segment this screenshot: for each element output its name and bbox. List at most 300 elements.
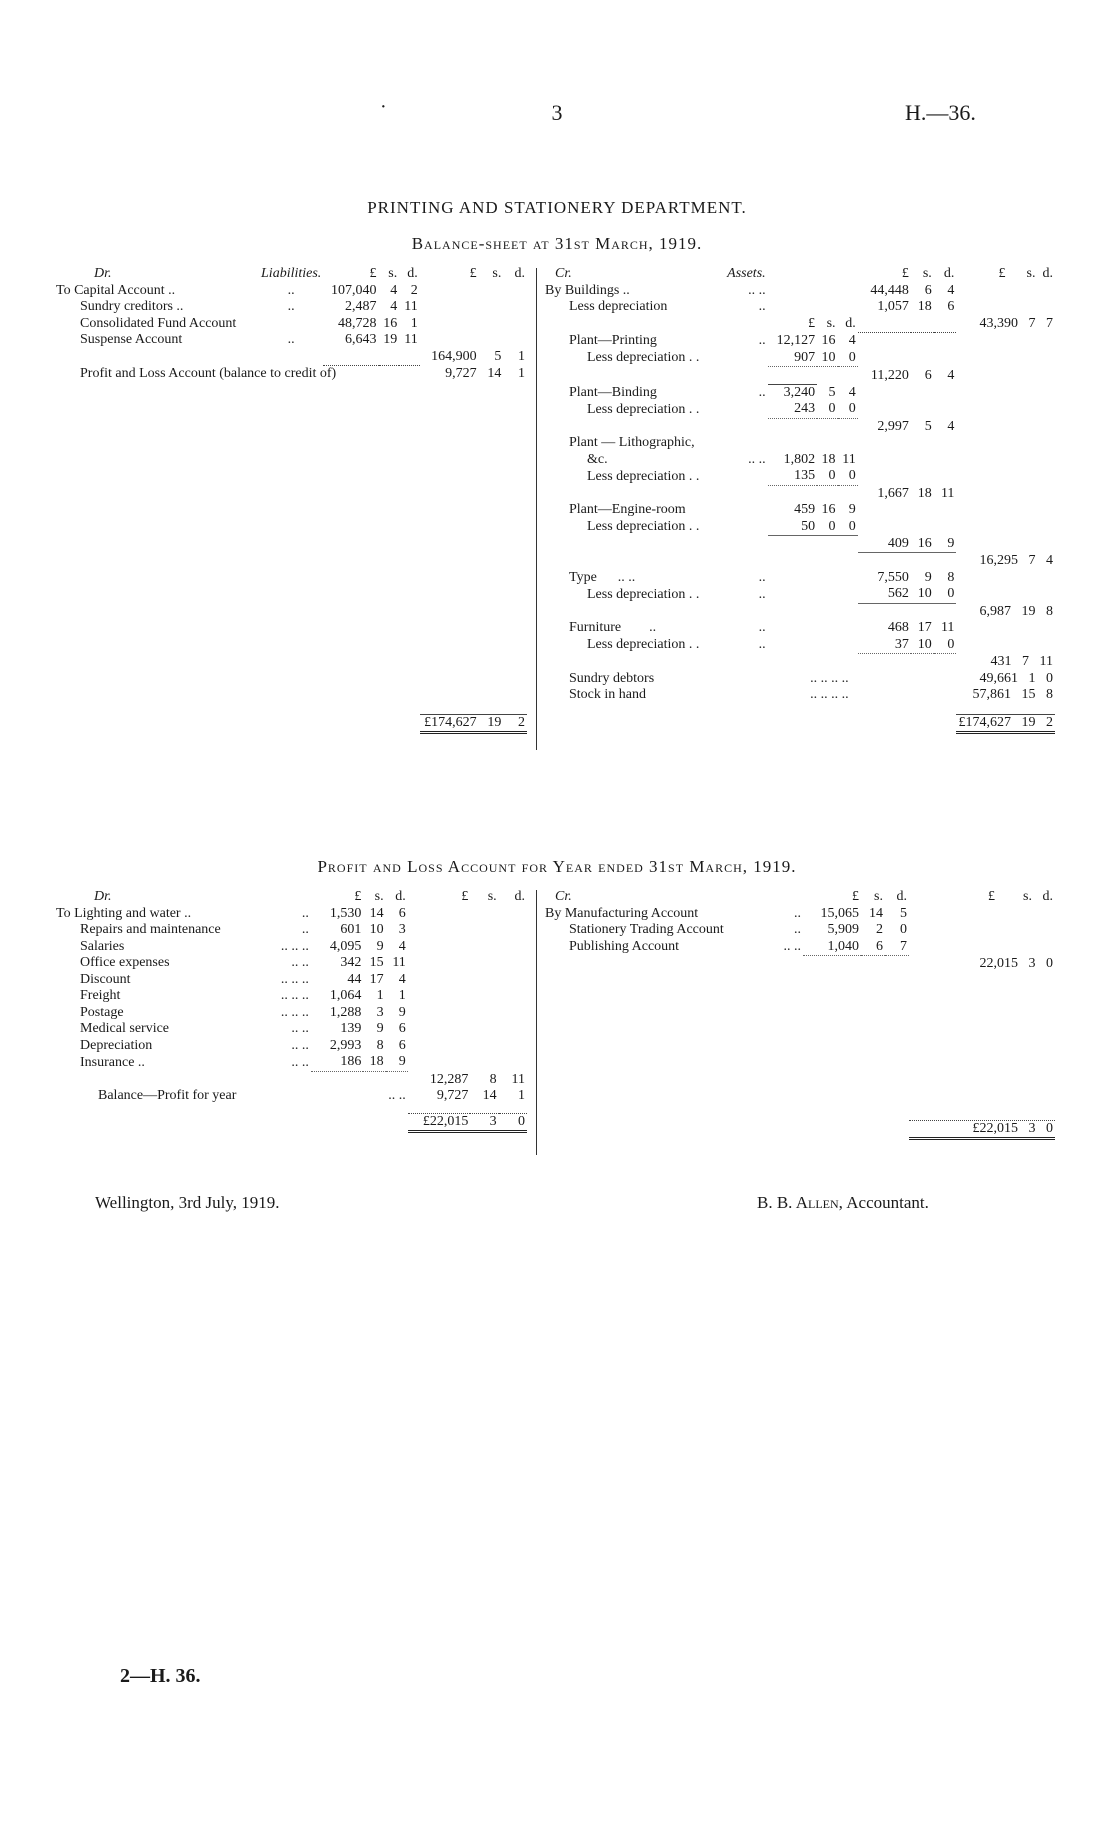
row-label: Sundry creditors .. — [80, 299, 184, 314]
col-pence: d. — [407, 266, 418, 281]
table-row — [543, 367, 1055, 385]
table-row — [54, 316, 527, 333]
amount-shillings: 1 — [376, 988, 384, 1003]
table-row — [543, 570, 1055, 587]
amount-pounds: 468 — [887, 620, 909, 635]
row-label: Office expenses — [80, 955, 170, 970]
balance-sheet-title: Balance-sheet at 31st March, 1919. — [411, 234, 703, 253]
col-pence: d. — [514, 889, 525, 904]
amount-shillings: 6 — [924, 282, 932, 298]
assets-heading: Assets. — [727, 266, 766, 281]
row-label: Furniture — [569, 620, 622, 635]
row-label: To Lighting and water .. — [56, 905, 192, 921]
row-label-with-dots — [543, 620, 702, 637]
table-row — [543, 620, 1055, 637]
amount-pence: 0 — [947, 636, 955, 652]
table-row — [54, 1038, 527, 1055]
col-pounds: £ — [469, 266, 477, 281]
amount-pence: 4 — [848, 384, 856, 400]
amount-sundry-debtors — [956, 671, 1055, 688]
amount-shillings: 18 — [821, 451, 836, 467]
amount-pounds: 1,530 — [329, 905, 362, 921]
amount-pounds: 6,643 — [345, 332, 377, 347]
amount-shillings: 10 — [917, 636, 932, 652]
amount-pounds: 139 — [340, 1021, 362, 1036]
amount-pence: 11 — [404, 332, 418, 347]
assets-table — [543, 266, 1055, 734]
amount-pence: 6 — [398, 1037, 406, 1053]
amount-pounds: 2,487 — [345, 299, 377, 314]
amount-shillings: 14 — [487, 366, 502, 381]
row-label: Insurance .. — [80, 1054, 145, 1070]
leader-dots: .. .. — [291, 1037, 309, 1053]
row-label: Type — [569, 569, 597, 585]
row-label: Less depreciation . . — [587, 401, 700, 417]
total-shillings: 3 — [1028, 1120, 1036, 1136]
leader-dots: .. .. — [783, 939, 801, 954]
amount-pence: 0 — [848, 468, 856, 483]
leader-dots: .. — [758, 620, 766, 635]
table-row — [543, 350, 1055, 367]
balance-row — [54, 1088, 527, 1105]
amount-pence: 6 — [398, 905, 406, 921]
amount-pence: 11 — [404, 299, 418, 314]
table-row — [543, 536, 1055, 553]
col-pounds: £ — [998, 266, 1006, 281]
row-label: Less depreciation — [569, 299, 668, 314]
row-label: Stationery Trading Account — [569, 922, 724, 937]
total-shillings: 3 — [470, 1113, 498, 1132]
amount-pounds: 44 — [347, 971, 362, 987]
table-row — [543, 316, 1055, 333]
col-pounds-shillings-pence — [909, 889, 1055, 906]
amount-pounds: 107,040 — [331, 282, 377, 298]
subtotal-row — [54, 349, 527, 366]
amount-pounds: 5,909 — [827, 922, 859, 937]
col-pounds: £ — [852, 889, 859, 904]
col-pence: d. — [514, 266, 525, 281]
col-shillings: s. — [874, 889, 883, 904]
amount-pence: 8 — [1046, 687, 1053, 702]
amount-pence: 2 — [410, 282, 418, 298]
col-pence: d. — [1042, 889, 1053, 904]
amount-shillings: 3 — [376, 1004, 384, 1020]
subtotal-pounds: 12,287 — [429, 1071, 469, 1087]
table-row — [543, 384, 1055, 401]
amount-pounds: 37 — [894, 636, 909, 652]
total-row — [543, 1120, 1055, 1139]
row-label: Medical service — [80, 1021, 170, 1036]
leader-dots: .. .. — [291, 1054, 309, 1070]
amount-shillings: 2 — [876, 922, 883, 937]
amount-shillings: 9 — [924, 569, 932, 585]
row-label: Less depreciation . . — [587, 350, 700, 365]
col-shillings: s. — [374, 889, 384, 904]
row-label: Less depreciation . . — [587, 519, 700, 534]
leader-dots: .. — [287, 332, 295, 347]
amount-pence: 4 — [947, 418, 955, 434]
total-shillings: 19 — [1021, 714, 1036, 730]
profit-loss-debit-table — [54, 889, 527, 1133]
amount-pounds: 1,040 — [827, 938, 859, 954]
amount-shillings: 17 — [369, 971, 384, 987]
table-row — [543, 586, 1055, 603]
amount-pence: 7 — [1046, 316, 1053, 331]
row-label-with-dots — [543, 570, 702, 587]
amount-pounds: 7,550 — [877, 569, 909, 585]
amount-pounds: 43,390 — [979, 316, 1018, 331]
place-date: Wellington, 3rd July, 1919. — [95, 1193, 280, 1212]
amount-pence: 4 — [848, 333, 856, 348]
col-pence: d. — [395, 889, 406, 904]
amount-pence: 9 — [398, 1054, 406, 1069]
total-pence: 2 — [1046, 714, 1053, 730]
amount-shillings: 9 — [376, 938, 384, 954]
amount-pounds: 562 — [887, 586, 909, 601]
assets-total — [956, 714, 1055, 733]
col-pence: d. — [845, 316, 856, 331]
table-row — [543, 333, 1055, 350]
table-row — [54, 1054, 527, 1071]
amount-pounds: 907 — [794, 349, 816, 365]
table-row — [543, 502, 1055, 519]
subtotal-row — [54, 1071, 527, 1088]
amount-pounds: 601 — [340, 922, 362, 937]
row-label: Suspense Account — [80, 332, 183, 347]
table-row — [543, 435, 1055, 452]
column-divider — [536, 890, 537, 1155]
row-label: Plant — Lithographic, — [569, 435, 695, 450]
amount-pence: 4 — [398, 938, 406, 954]
amount-pence: 0 — [848, 349, 856, 365]
amount-pounds: 44,448 — [870, 282, 909, 298]
amount-pounds: 9,727 — [445, 366, 477, 381]
table-row — [54, 1021, 527, 1038]
leader-dots: .. .. — [291, 1021, 309, 1036]
col-pounds: £ — [808, 316, 816, 331]
page-number: 3 — [551, 100, 563, 125]
table-row — [543, 671, 1055, 688]
col-shillings: s. — [492, 266, 502, 281]
amount-shillings: 18 — [369, 1054, 384, 1069]
subtotal-row — [543, 956, 1055, 973]
leader-dots: .. .. — [388, 1088, 406, 1103]
leader-dots: .. .. .. — [280, 1004, 309, 1020]
amount-pounds: 409 — [887, 535, 909, 551]
leader-dots: .. — [287, 299, 295, 314]
amount-pounds: 57,861 — [972, 687, 1011, 702]
leader-dots: .. — [794, 905, 801, 921]
amount-pence: 1 — [398, 988, 406, 1003]
net-type — [956, 603, 1055, 620]
plant-total — [956, 553, 1055, 570]
net-furniture — [956, 654, 1055, 671]
subtotal-shillings: 8 — [489, 1071, 497, 1087]
leader-dots: .. .. — [291, 955, 309, 970]
amount-pence: 1 — [410, 315, 418, 331]
table-row — [543, 687, 1055, 704]
liabilities-table — [54, 266, 527, 734]
amount-pounds: 48,728 — [338, 315, 377, 331]
amount-shillings: 6 — [876, 938, 883, 954]
amount-shillings: 18 — [917, 485, 932, 501]
leader-dots: .. — [758, 384, 766, 400]
total-shillings: 19 — [479, 714, 504, 733]
pl-credit-header — [543, 889, 1055, 906]
row-label: Less depreciation . . — [587, 637, 700, 652]
amount-pence: 11 — [940, 485, 955, 501]
credit-total — [909, 1120, 1055, 1139]
amount-shillings: 4 — [390, 282, 398, 298]
row-label: &c. — [587, 451, 608, 467]
leader-dots: .. — [758, 569, 766, 585]
amount-pence: 11 — [842, 451, 856, 467]
amount-shillings: 16 — [917, 535, 932, 551]
amount-pence: 7 — [900, 938, 907, 954]
document-reference: H.—36. — [905, 100, 976, 125]
column-divider — [536, 268, 537, 750]
col-shillings: s. — [922, 266, 932, 281]
amount-shillings: 4 — [390, 299, 398, 314]
leader-dots: .. — [287, 282, 295, 298]
amount-shillings: 7 — [1028, 553, 1036, 568]
amount-pence: 0 — [848, 401, 856, 416]
amount-shillings: 15 — [369, 955, 384, 970]
amount-shillings: 15 — [1021, 687, 1036, 702]
dr-label: Dr. — [94, 266, 112, 281]
row-label: Salaries — [80, 938, 125, 954]
table-row — [543, 553, 1055, 570]
row-label: Consolidated Fund Account — [80, 315, 237, 331]
amount-pounds: 6,987 — [979, 603, 1011, 619]
table-row — [54, 988, 527, 1005]
amount-pounds: 12,127 — [776, 333, 816, 348]
subtotal-shillings: 3 — [1028, 956, 1036, 971]
table-row — [543, 485, 1055, 502]
sheet-reference: 2—H. 36. — [120, 1665, 201, 1687]
table-row — [54, 299, 527, 316]
amount-pence: 11 — [1039, 654, 1053, 669]
amount-shillings: 8 — [376, 1037, 384, 1053]
amount-shillings: 10 — [821, 349, 836, 365]
table-row — [543, 299, 1055, 316]
table-row — [54, 283, 527, 300]
subtotal-pence: 0 — [1046, 956, 1053, 971]
amount-pence: 11 — [392, 955, 406, 970]
col-pence: d. — [943, 266, 955, 281]
amount-pence: 4 — [947, 367, 955, 383]
row-label: Plant—Binding — [569, 384, 657, 400]
leader-dots: .. .. — [617, 569, 636, 585]
table-row — [54, 906, 527, 923]
amount-pence: 9 — [848, 502, 856, 517]
leader-dots: .. — [758, 333, 766, 348]
table-row — [543, 519, 1055, 536]
leader-dots: .. — [758, 586, 766, 602]
subtotal-shillings: 5 — [494, 349, 502, 364]
amount-pounds: 1,667 — [877, 485, 909, 501]
amount-pounds: 431 — [990, 654, 1012, 669]
amount-pence: 4 — [947, 282, 955, 298]
col-pounds: £ — [988, 889, 996, 904]
col-pence: d. — [1042, 266, 1053, 281]
amount-pounds: 15,065 — [820, 905, 859, 921]
amount-shillings: 7 — [1028, 316, 1036, 331]
amount-pounds: 50 — [801, 518, 816, 534]
credit-subtotal — [909, 956, 1055, 973]
col-pounds: £ — [461, 889, 469, 904]
amount-pounds: 4,095 — [329, 938, 362, 954]
table-row — [543, 939, 1055, 956]
amount-shillings: 14 — [369, 905, 384, 921]
amount-shillings: 14 — [869, 905, 883, 921]
amount-pounds: 243 — [794, 401, 816, 416]
amount-shillings: 6 — [924, 367, 932, 383]
amount-pounds: 16,295 — [979, 553, 1018, 568]
amount-shillings: 19 — [383, 332, 398, 347]
row-label: Less depreciation . . — [587, 468, 700, 484]
amount-pence: 8 — [1046, 603, 1053, 619]
amount-pence: 11 — [940, 620, 955, 635]
amount-shillings: 17 — [917, 620, 932, 635]
table-row — [543, 401, 1055, 418]
amount-stock — [956, 687, 1055, 704]
signature-line — [757, 1193, 929, 1213]
amount-shillings: 16 — [821, 502, 836, 517]
table-row — [54, 922, 527, 939]
table-row — [543, 922, 1055, 939]
leader-dots: .. .. .. — [280, 971, 309, 987]
pl-debit-header — [54, 889, 527, 906]
amount-pounds: 186 — [340, 1054, 362, 1069]
amount-pounds: 1,288 — [329, 1004, 362, 1020]
leader-dots: .. — [649, 620, 657, 635]
row-label: Plant—Engine-room — [569, 502, 686, 517]
amount-pence: 1 — [518, 1088, 525, 1103]
row-label: Balance—Profit for year — [98, 1088, 237, 1103]
row-label: Postage — [80, 1004, 124, 1020]
amount-pounds: 342 — [340, 955, 362, 970]
amount-pounds: 459 — [794, 502, 816, 517]
col-pounds: £ — [901, 266, 909, 281]
total-pounds: £174,627 — [420, 714, 479, 733]
amount-shillings: 10 — [369, 922, 384, 937]
amount-pence: 6 — [398, 1021, 406, 1036]
amount-pence: 0 — [900, 922, 907, 937]
amount-shillings: 7 — [1022, 654, 1030, 669]
profit-row — [54, 366, 527, 383]
amount-shillings: 9 — [376, 1021, 384, 1036]
amount-pence: 6 — [947, 299, 955, 314]
table-row — [543, 654, 1055, 671]
total-pence: 0 — [499, 1113, 527, 1132]
row-label: Sundry debtors — [569, 670, 655, 686]
liabilities-header-row — [54, 266, 527, 283]
table-row — [54, 972, 527, 989]
amount-pounds: 49,661 — [979, 670, 1018, 686]
amount-shillings: 0 — [828, 468, 836, 483]
row-label: To Capital Account .. — [56, 282, 176, 298]
amount-pounds: 3,240 — [783, 384, 816, 400]
net-buildings — [956, 316, 1055, 333]
amount-pence: 3 — [398, 922, 406, 937]
row-label: Stock in hand — [569, 687, 646, 702]
row-label: Less depreciation . . — [587, 586, 700, 602]
dr-label: Dr. — [94, 889, 112, 904]
table-row — [543, 906, 1055, 923]
col-pence: d. — [896, 889, 907, 904]
amount-pounds: 2,997 — [877, 418, 909, 434]
total-pence: 0 — [1046, 1120, 1053, 1136]
row-label: Freight — [80, 988, 121, 1003]
col-shillings: s. — [388, 266, 398, 281]
signatory-role: Accountant. — [846, 1193, 929, 1212]
leader-dots: .. .. — [748, 282, 766, 298]
amount-shillings: 0 — [828, 401, 836, 416]
amount-pounds: 2,993 — [329, 1037, 362, 1053]
amount-pence: 5 — [900, 905, 907, 921]
amount-shillings: 5 — [924, 418, 932, 434]
amount-shillings: 14 — [482, 1088, 497, 1103]
table-row — [543, 603, 1055, 620]
col-shillings: s. — [1023, 889, 1032, 904]
amount-pounds: 1,064 — [329, 988, 362, 1003]
amount-pence: 0 — [848, 518, 856, 534]
amount-pounds: 1,057 — [877, 299, 909, 314]
profit-loss-credit-table — [543, 889, 1055, 1140]
table-row — [543, 637, 1055, 654]
amount-pounds: 135 — [794, 468, 816, 483]
table-row — [54, 939, 527, 956]
amount-pence: 9 — [947, 535, 955, 551]
amount-pence: 0 — [1046, 670, 1053, 686]
amount-shillings: 16 — [821, 333, 836, 348]
row-label: Plant—Printing — [569, 333, 657, 348]
subtotal-pounds: 164,900 — [431, 349, 477, 364]
leader-dots: .. .. — [748, 451, 766, 467]
amount-pounds: 1,802 — [783, 451, 816, 467]
amount-shillings: 19 — [1021, 603, 1036, 619]
row-label: Repairs and maintenance — [80, 922, 221, 937]
subtotal-pence: 11 — [511, 1071, 525, 1087]
table-row — [54, 1005, 527, 1022]
cr-label: Cr. — [555, 889, 572, 904]
amount-pence: 4 — [1046, 553, 1053, 568]
total-pounds: £22,015 — [408, 1113, 471, 1132]
col-pounds: £ — [369, 266, 377, 281]
row-label: Publishing Account — [569, 939, 680, 954]
amount-pence: 0 — [947, 586, 955, 601]
assets-header-row — [543, 266, 1055, 283]
leader-dots: .. .. .. .. — [810, 687, 849, 702]
amount-shillings: 0 — [828, 518, 836, 534]
amount-pounds: 9,727 — [436, 1088, 469, 1103]
signatory-name: B. B. Allen, — [757, 1193, 843, 1212]
amount-pence: 9 — [398, 1004, 406, 1020]
total-pounds: £174,627 — [958, 714, 1011, 730]
leader-dots: .. .. .. .. — [810, 670, 849, 686]
amount-pence: 8 — [947, 569, 955, 585]
col-pounds-shillings-pence — [956, 266, 1055, 283]
leader-dots — [259, 316, 323, 333]
total-row — [54, 1113, 527, 1132]
amount-shillings: 1 — [1028, 670, 1036, 686]
liabilities-heading: Liabilities. — [261, 266, 322, 281]
table-row — [543, 452, 1055, 469]
total-row — [54, 714, 527, 733]
stray-mark: · — [380, 96, 387, 118]
col-shillings: s. — [826, 316, 836, 331]
